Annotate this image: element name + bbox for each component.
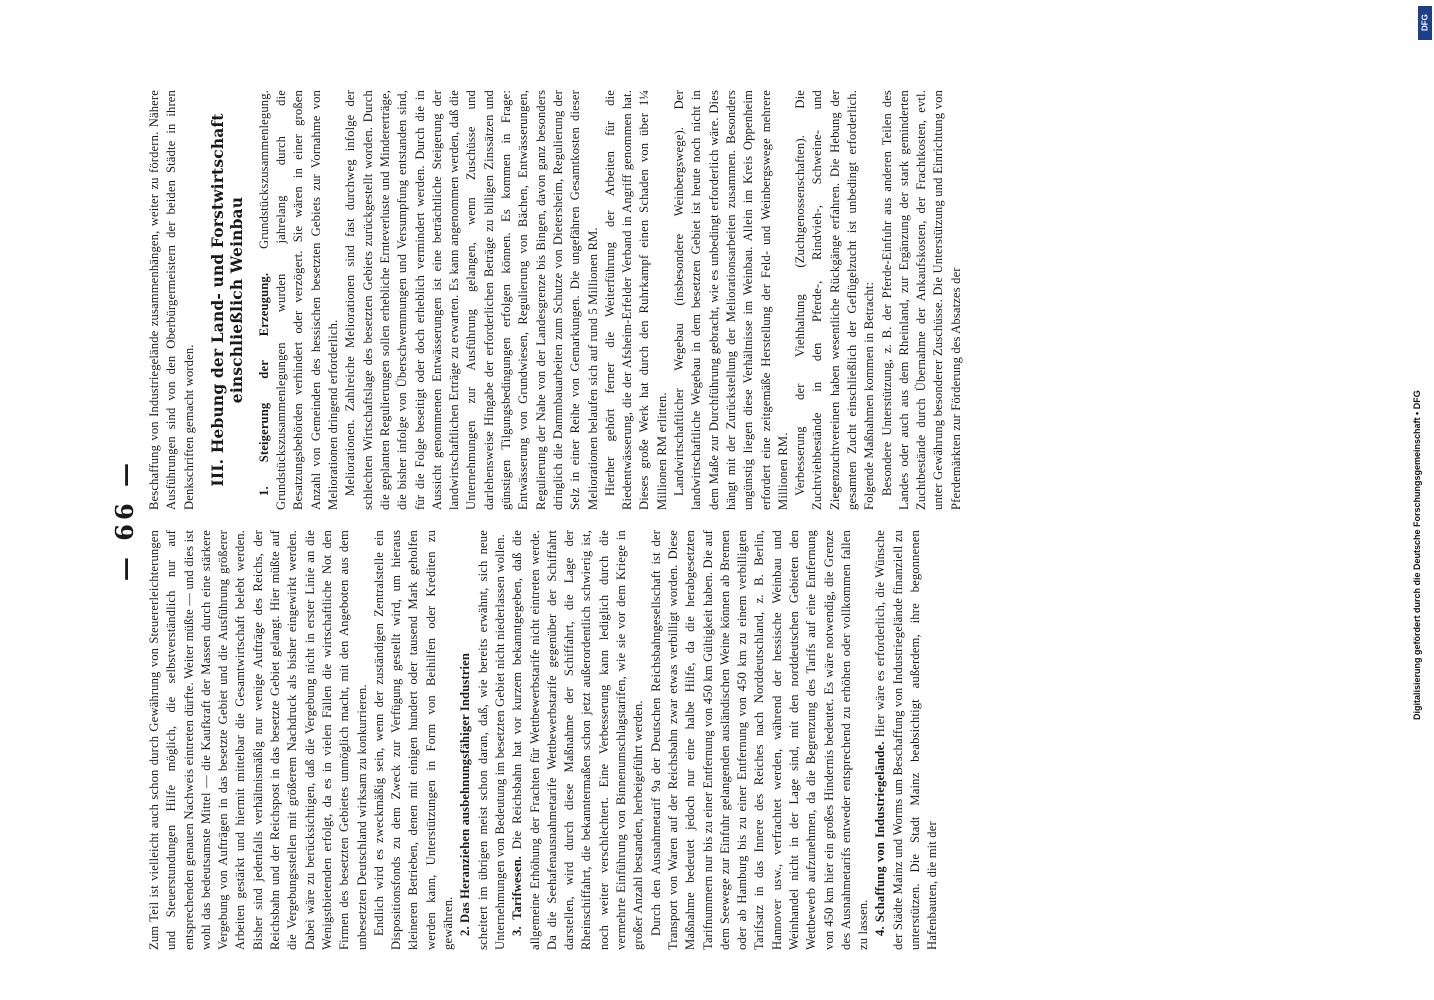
paragraph: Landwirtschaftlicher Wegebau (insbesondere Weinbergswege). Der landwirtschaftliche Wegebau in dem besetzten Gebiet ist heute noch nicht in dem Maße zur Durchführung gebracht, wie es unbedingt erforderlich wäre. Dies hängt mit der Zurückstellung der Meliorationsarbeiten zusammen. Besonders ungünstig liegen diese Verhältnisse im Weinbau. Allein im Kreis Oppenheim erfordert eine zeitgemäße Herstellung der Feld- und Weinbergswege mehrere Millionen RM. — [672, 90, 790, 510]
paragraph: scheitert im übrigen meist schon daran, daß, wie bereits erwähnt, sich neue Unternehmungen von Bedeutung im besetzten Gebiet nicht niederlassen wollen. — [475, 530, 507, 950]
paragraph: Endlich wird es zweckmäßig sein, wenn der zuständigen Zentralstelle ein Dispositionsfonds zu dem Zweck zur Verfügung gestellt wird, um hieraus kleineren Betrieben, denen mit einigen hundert oder tausend Mark geholfen werden kann, Unterstützungen in Form von Beihilfen oder Krediten zu gewähren. — [371, 530, 456, 950]
digitization-note: Digitalisierung gefördert durch die Deutsche Forschungsgemeinschaft • DFG — [1412, 390, 1422, 720]
subsection-heading: 2. Das Heranziehen ausbehnungsfähiger Industrien — [458, 652, 473, 936]
rotated-page — [110, 90, 1320, 950]
dfg-logo: DFG — [1418, 6, 1432, 40]
page-number: — 66 — — [110, 458, 139, 582]
paragraph: Verbesserung der Viehhaltung (Zuchtgenossenschaften). Die Zuchtviehbestände in den Pferde-, Rindvieh-, Schweine- und Ziegenzuchtvereinen haben wesentliche Rückgänge erfahren. Die Hebung der gesamten Zucht einschließlich der Geflügelzucht ist unbedingt erforderlich. Folgende Maßnahmen kommen in Betracht: — [793, 90, 877, 510]
subsection-heading: 1. Steigerung der Erzeugung. — [256, 272, 271, 496]
right-column — [146, 90, 1316, 510]
paragraph: Zum Teil ist vielleicht auch schon durch Gewährung von Steuererleichterungen und Steuerstundungen Hilfe möglich, die selbstverständlich nur auf entsprechenden genauen Nachweis eintreten dürfte. Weiter müßte — und dies ist wohl das bedeutsamste Mittel — die Kaufkraft der Massen durch eine stärkere Vergebung von Aufträgen in das besetzte Gebiet und die Ausführung größerer Arbeiten gestärkt und hiermit mittelbar die Gesamtwirtschaft belebt werden. Bisher sind jedenfalls verhältnismäßig nur wenige Aufträge des Reichs, der Reichsbahn und der Reichspost in das besetzte Gebiet gelangt. Hier müßte auf die Vergebungsstellen mit größerem Nachdruck als bisher eingewirkt werden. Dabei wäre zu berücksichtigen, daß die Vergebung nicht in erster Linie an die Wenigstbietenden erfolgt, da es in vielen Fällen die wirtschaftliche Not den Firmen des besetzten Gebietes unmöglich macht, mit den Angeboten aus dem unbesetzten Deutschland wirksam zu konkurrieren. — [147, 530, 369, 950]
paragraph: Durch den Ausnahmetarif 9a der Deutschen Reichsbahngesellschaft ist der Transport von Waren auf der Reichsbahn zwar etwas verbilligt worden. Diese Maßnahme bedeutet jedoch nur eine halbe Hilfe, da die herabgesetzten Tarifnummern nur bis zu einer Entfernung von 450 km Gültigkeit haben. Die auf dem Seewege zur Einfuhr gelangenden ausländischen Weine können ab Bremen oder ab Hamburg bis zu einer Entfernung von 450 km zu einem verbilligten Tarifsatz in das Innere des Reiches nach Norddeutschland, z. B. Berlin, Hannover usw., verfrachtet werden, während der hessische Weinbau und Weinhandel nicht in der Lage sind, mit den norddeutschen Gebieten den Wettbewerb aufzunehmen, da die Begrenzung des Tarifs auf eine Entfernung von 450 km hier ein großes Hindernis bedeutet. Es wäre notwendig, die Grenze des Ausnahmetarifs entweder entsprechend zu erhöhen oder vollkommen fallen zu lassen. — [648, 530, 871, 950]
section-title-line-1: III. Hebung der Land- und Forstwirtschaft — [207, 113, 227, 487]
paragraph: Hier wäre es erforderlich, die Wünsche der Städte Mainz und Worms um Beschaffung von Industriegelände finanziell zu unterstützen. Die Stadt Mainz beabsichtigt außerdem, ihre begonnenen Hafenbauten, die mit der — [873, 530, 940, 950]
paragraph: Hierher gehört ferner die Weiterführung der Arbeiten für die Riedentwässerung, die der Afsheim-Erfelder Verband in Angriff genommen hat. Dieses große Werk hat durch den Ruhrkampf einen Schaden von über 1¼ Millionen RM erlitten. — [602, 90, 669, 510]
paragraph: Grundstückszusammenlegung. Grundstückszusammenlegungen wurden jahrelang durch die Besatzungsbehörden verhindert oder verzögert. Sie wären in einer großen Anzahl von Gemeinden des hessischen besetzten Gebiets zur Vornahme von Meliorationen dringend erforderlich. — [256, 90, 341, 510]
left-column — [146, 530, 1316, 950]
section-title — [208, 90, 246, 510]
subsection-heading: 4. Schaffung von Industriegelände. — [873, 741, 888, 936]
paragraph: Beschaffung von Industriegelände zusammenhängen, weiter zu fördern. Nähere Ausführungen sind von den Oberbürgermeistern der beiden Städte in ihren Denkschriften gemacht worden. — [147, 90, 196, 510]
paragraph: Besondere Unterstützung, z. B. der Pferde-Einfuhr aus anderen Teilen des Landes oder auch aus dem Rheinland, zur Ergänzung der stark geminderten Zuchtbestände durch Übernahme der Ankaufskosten, der Frachtkosten, evtl. unter Gewährung besonderer Zuschüsse. Die Unterstützung und Einrichtung von Pferdemärkten zur Förderung des Absatzes der — [879, 90, 963, 510]
section-title-line-2: einschließlich Weinbau — [226, 196, 246, 404]
paragraph: Die Reichsbahn hat vor kurzem bekanntgegeben, daß die allgemeine Erhöhung der Frachten für Wettbewerbstarife nicht eintreten werde. Da die Seehafenausnahmetarife Wettbewerbstarife gegenüber der Schiffahrt darstellen, wird durch diese Maßnahme der Schiffahrt, die Lage der Rheinschiffahrt, die bekanntermaßen schon jetzt außerordentlich schwierig ist, noch weiter verschlechtert. Eine Verbesserung kann lediglich durch die vermehrte Einführung von Binnenumschlagstarifen, wie sie vor dem Kriege in großer Anzahl bestanden, herbeigeführt werden. — [510, 530, 646, 950]
paragraph: Meliorationen. Zahlreiche Meliorationen sind fast durchweg infolge der schlechten Wirtschaftslage des besetzten Gebiets zurückgestellt worden. Durch die geplanten Regulierungen sollen erhebliche Ernteverluste und Mindererträge, die bisher infolge von Überschwemmungen und Versumpfung entstanden sind, für die Folge beseitigt oder doch erheblich vermindert werden. Durch die in Aussicht genommenen Entwässerungen ist eine beträchtliche Steigerung der landwirtschaftlichen Erträge zu erwarten. Es kann angenommen werden, daß die Unternehmungen zur Ausführung gelangen, wenn Zuschüsse und darlehensweise Hingabe der erforderlichen Beträge zu billigen Zinssätzen und günstigen Tilgungsbedingungen erfolgen können. Es kommen in Frage: Entwässerung von Grundwiesen, Regulierung von Bächen, Entwässerungen, Regulierung der Nahe von der Landesgrenze bis Bingen, davon ganz besonders dringlich die Dammbauarbeiten zum Schutze von Dietersheim, Regulierung der Selz in einer Reihe von Gemarkungen. Die ungefähren Gesamtkosten dieser Meliorationen belaufen sich auf rund 5 Millionen RM. — [343, 90, 600, 510]
subsection-heading: 3. Tarifwesen. — [510, 855, 525, 936]
